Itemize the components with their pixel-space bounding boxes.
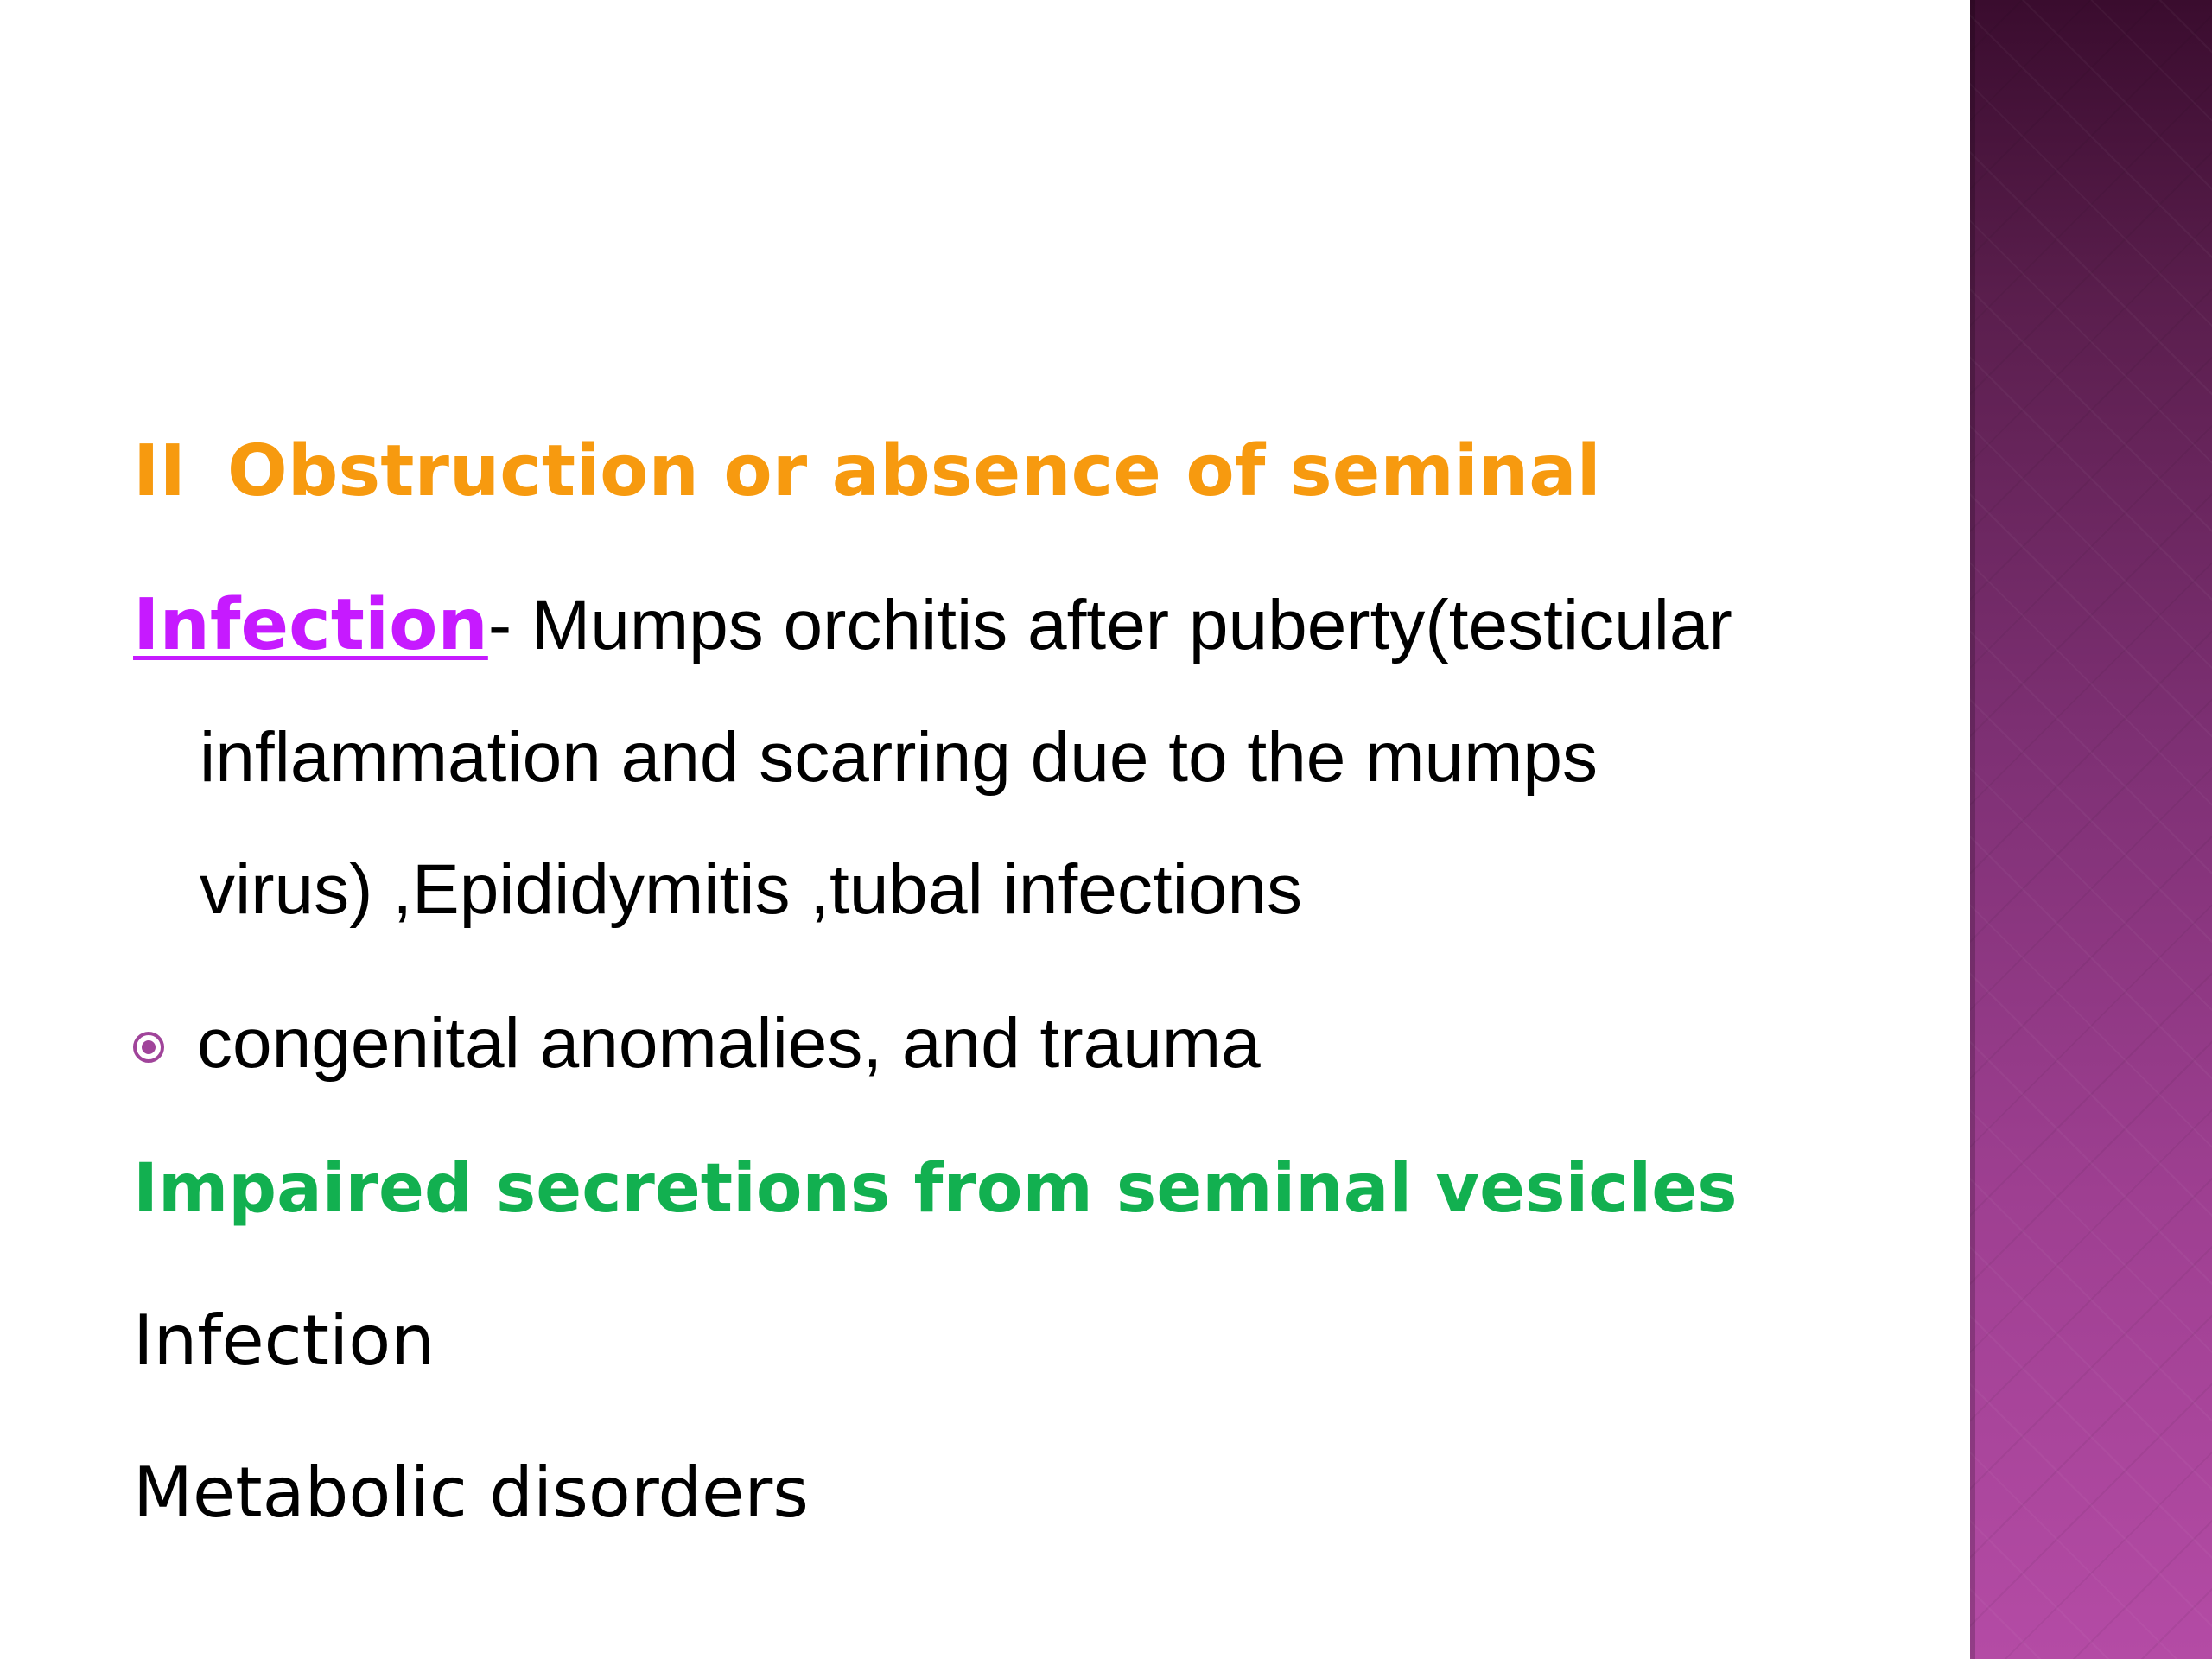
infection-continuation-line-2: virus) ,Epididymitis ,tubal infections bbox=[200, 850, 1303, 929]
heading-numeral: II bbox=[133, 430, 187, 512]
list-item-infection: Infection bbox=[133, 1300, 435, 1381]
slide-heading bbox=[133, 430, 1601, 512]
infection-label: Infection bbox=[133, 584, 488, 666]
infection-text: - Mumps orchitis after puberty(testicular bbox=[487, 586, 1732, 664]
infection-paragraph bbox=[133, 584, 1732, 666]
heading-text: Obstruction or absence of seminal bbox=[227, 430, 1601, 512]
decorative-side-band bbox=[1970, 0, 2212, 1659]
bullet-item bbox=[133, 1005, 1261, 1083]
slide-subheading: Impaired secretions from seminal vesicles bbox=[133, 1150, 1738, 1228]
bullet-text: congenital anomalies, and trauma bbox=[197, 1004, 1261, 1083]
list-item-metabolic-disorders: Metabolic disorders bbox=[133, 1452, 809, 1533]
circle-dot-bullet-icon bbox=[133, 1032, 164, 1063]
infection-continuation-line-1: inflammation and scarring due to the mumps bbox=[200, 718, 1599, 797]
